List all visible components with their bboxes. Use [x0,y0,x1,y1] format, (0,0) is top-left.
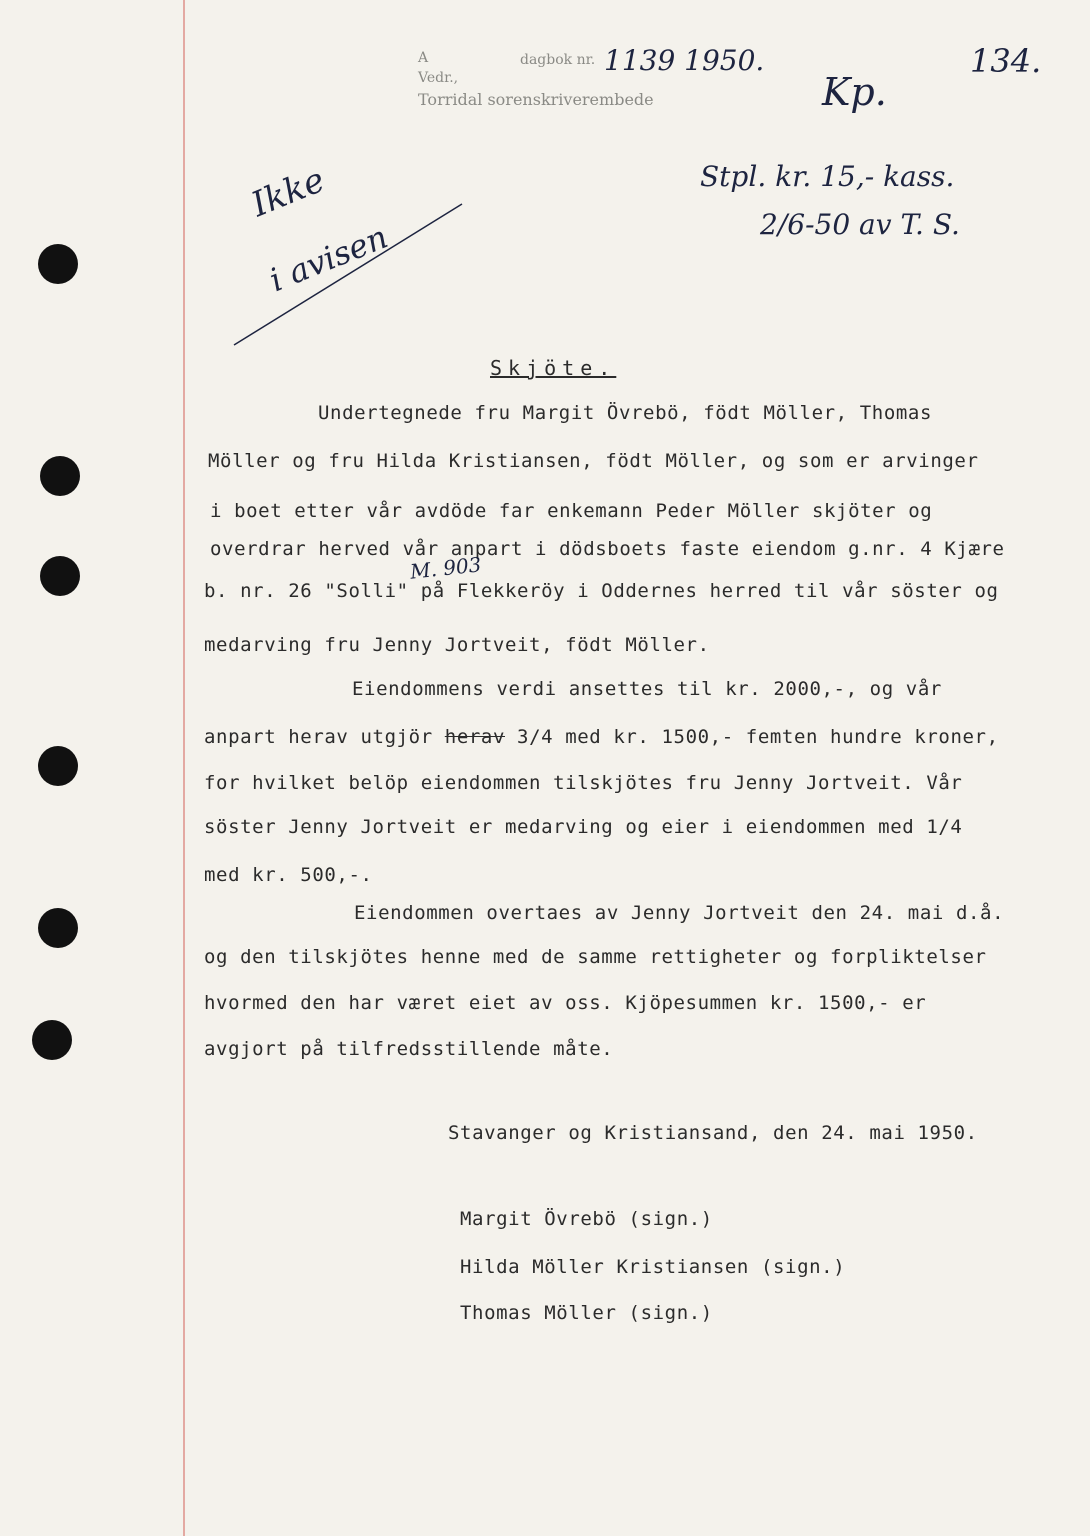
signature-line: Margit Övrebö (sign.) [460,1208,713,1230]
text-line: Undertegnede fru Margit Övrebö, födt Möller, Thomas [318,402,932,424]
right-note-line2: 2/6-50 av T. S. [760,208,960,241]
initials: Kp. [822,70,887,114]
text-line-with-strike [204,726,999,748]
left-note-line1: Ikke [246,159,331,226]
text-line: avgjort på tilfredsstillende måte. [204,1038,614,1060]
text-line: Möller og fru Hilda Kristiansen, födt Möller, og som er arvinger [208,450,979,472]
document-title: Skjöte. [490,356,617,380]
left-note [230,159,470,350]
journal-number: 1139 1950. [604,44,765,77]
inline-handwritten-note: M. 903 [408,552,483,584]
right-note-line1: Stpl. kr. 15,- kass. [700,160,955,193]
page-number: 134. [970,42,1042,80]
place-date: Stavanger og Kristiansand, den 24. mai 1950. [448,1122,978,1144]
text-line: med kr. 500,-. [204,864,373,886]
punch-hole [38,244,78,284]
punch-hole [40,456,80,496]
text-line: medarving fru Jenny Jortveit, födt Möller. [204,634,710,656]
text-line: Eiendommens verdi ansettes til kr. 2000,-, og vår [352,678,942,700]
text-line: b. nr. 26 "Solli" på Flekkeröy i Oddernes herred til vår söster og [204,580,999,602]
punch-hole [38,746,78,786]
left-note-stroke [230,180,470,350]
struck-word: herav [444,726,505,748]
text-line: og den tilskjötes henne med de samme rettigheter og forpliktelser [204,946,987,968]
margin-line [183,0,185,1536]
text-line: Eiendommen overtaes av Jenny Jortveit den 24. mai d.å. [354,902,1005,924]
text-line: for hvilket belöp eiendommen tilskjötes fru Jenny Jortveit. Vår [204,772,963,794]
office-name: Torridal sorenskriverembede [418,90,654,109]
stamp-line2: Vedr., [418,70,459,86]
punch-hole [38,908,78,948]
text-line: hvormed den har været eiet av oss. Kjöpesummen kr. 1500,- er [204,992,927,1014]
stamp-label: dagbok nr. [520,52,596,68]
text-line: i boet etter vår avdöde far enkemann Peder Möller skjöter og [210,500,933,522]
left-note-line2: i avisen [264,217,393,300]
text-segment: 3/4 med kr. 1500,- femten hundre kroner, [517,726,999,748]
punch-hole [40,556,80,596]
text-segment: anpart herav utgjör [204,726,433,748]
text-line: overdrar herved vår anpart i dödsboets faste eiendom g.nr. 4 Kjære [210,538,1005,560]
stamp-prefix: A [418,50,429,66]
signature-line: Thomas Möller (sign.) [460,1302,713,1324]
punch-hole [32,1020,72,1060]
signature-line: Hilda Möller Kristiansen (sign.) [460,1256,846,1278]
text-line: söster Jenny Jortveit er medarving og eier i eiendommen med 1/4 [204,816,963,838]
